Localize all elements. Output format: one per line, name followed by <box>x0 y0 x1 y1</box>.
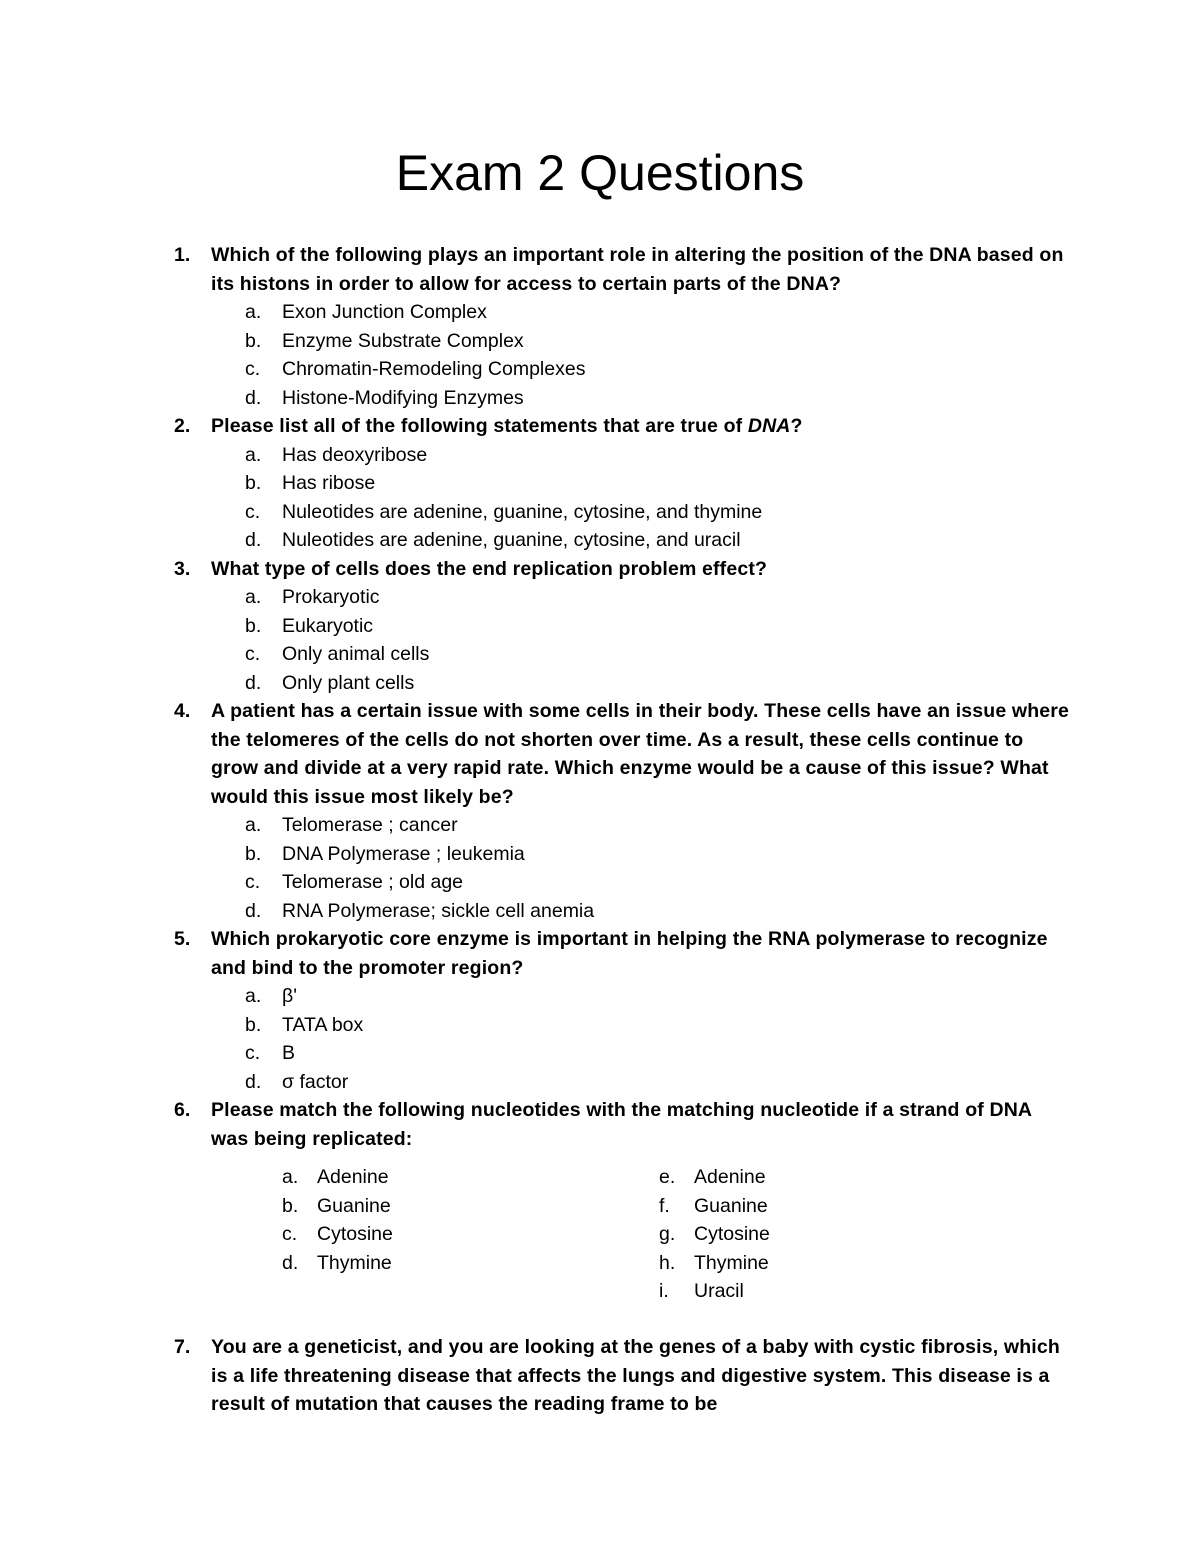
spacer <box>0 1321 1200 1333</box>
option-text: Only plant cells <box>282 671 415 694</box>
option-letter: b. <box>245 842 262 865</box>
question-number: 3. <box>174 557 191 580</box>
question-7 <box>0 1333 1200 1419</box>
question-number: 1. <box>174 244 191 266</box>
option-text: Thymine <box>317 1251 392 1274</box>
question-number: 2. <box>174 415 191 437</box>
option-text: Uracil <box>694 1280 744 1302</box>
question-text-end: ? <box>790 415 803 437</box>
option-letter: d. <box>245 899 262 922</box>
option-text: σ factor <box>282 1070 349 1093</box>
question-text: Which of the following plays an important role in altering the position of the DNA based on its histons in order to allow for access to certain parts of the DNA? <box>211 244 1064 295</box>
option-letter: e. <box>659 1166 676 1188</box>
option-3c <box>0 640 1200 669</box>
option-5c <box>0 1039 1200 1068</box>
option-letter: b. <box>245 1013 262 1036</box>
option-1a <box>0 298 1200 327</box>
option-letter: b. <box>245 472 262 494</box>
option-letter: a. <box>245 443 262 466</box>
option-letter: b. <box>245 329 262 352</box>
match-item-e <box>0 1163 770 1192</box>
option-letter: c. <box>245 358 261 380</box>
question-text: What type of cells does the end replication problem effect? <box>211 557 768 580</box>
option-text: Eukaryotic <box>282 614 374 637</box>
question-text: Please match the following nucleotides with the matching nucleotide if a strand of DNA was being replicated: <box>211 1099 1032 1150</box>
option-text: Histone-Modifying Enzymes <box>282 386 524 409</box>
option-text: DNA Polymerase ; leukemia <box>282 842 525 865</box>
option-text: Has deoxyribose <box>282 443 428 466</box>
question-6 <box>0 1096 1200 1153</box>
option-2d <box>0 526 1200 555</box>
option-letter: b. <box>245 614 262 637</box>
question-4 <box>0 697 1200 811</box>
matching-right-column <box>0 1163 770 1306</box>
option-text: Adenine <box>317 1166 389 1188</box>
option-letter: d. <box>245 386 262 409</box>
option-4d <box>0 897 1200 926</box>
option-letter: d. <box>245 671 262 694</box>
option-5d <box>0 1068 1200 1097</box>
option-letter: f. <box>659 1194 670 1217</box>
question-2 <box>0 412 1200 441</box>
option-1c <box>0 355 1200 384</box>
option-letter: c. <box>245 643 261 665</box>
option-letter: a. <box>282 1166 299 1188</box>
option-letter: a. <box>245 586 262 608</box>
option-letter: c. <box>245 500 261 523</box>
option-text: Telomerase ; old age <box>282 871 464 893</box>
option-letter: c. <box>282 1223 298 1245</box>
question-text-start: Please list all of the following statements that are true of <box>211 415 748 437</box>
option-text: Thymine <box>694 1251 769 1274</box>
option-text: Cytosine <box>694 1223 770 1245</box>
option-letter: c. <box>245 1042 261 1064</box>
question-text: You are a geneticist, and you are looking at the genes of a baby with cystic fibrosis, which is a life threatening disease that affects the lungs and digestive system. This disease is a result of mutation that causes the reading frame to be <box>211 1336 1060 1415</box>
option-3b <box>0 612 1200 641</box>
option-text: Adenine <box>694 1166 766 1188</box>
option-5b <box>0 1011 1200 1040</box>
option-text: B <box>282 1042 296 1064</box>
question-number: 5. <box>174 928 191 950</box>
option-letter: d. <box>282 1251 299 1274</box>
match-item-h <box>0 1249 770 1278</box>
option-text: Guanine <box>317 1194 391 1217</box>
option-3d <box>0 669 1200 698</box>
option-letter: b. <box>282 1194 299 1217</box>
question-1 <box>0 241 1200 298</box>
question-text <box>211 415 803 437</box>
option-text: Prokaryotic <box>282 586 380 608</box>
option-letter: d. <box>245 529 262 551</box>
option-4b <box>0 840 1200 869</box>
question-text: Which prokaryotic core enzyme is important in helping the RNA polymerase to recognize and bind to the promoter region? <box>211 928 1048 979</box>
question-number: 4. <box>174 700 191 722</box>
question-number: 7. <box>174 1336 191 1358</box>
option-text: Cytosine <box>317 1223 393 1245</box>
option-3a <box>0 583 1200 612</box>
option-letter: a. <box>245 814 262 836</box>
option-letter: a. <box>245 985 262 1007</box>
question-list <box>0 241 1200 1419</box>
option-text: β' <box>282 985 297 1007</box>
matching-columns <box>0 1163 1200 1321</box>
option-1b <box>0 327 1200 356</box>
match-item-g <box>0 1220 770 1249</box>
option-letter: a. <box>245 301 262 323</box>
option-text: Nuleotides are adenine, guanine, cytosine, and uracil <box>282 529 741 551</box>
option-text: Chromatin-Remodeling Complexes <box>282 358 586 380</box>
option-text: Guanine <box>694 1194 768 1217</box>
question-text: A patient has a certain issue with some cells in their body. These cells have an issue where the telomeres of the cells do not shorten over time. As a result, these cells continue to grow and divide at a very rapid rate. Which enzyme would be a cause of this issue? What would this issue most likely be? <box>211 700 1070 808</box>
option-text: Telomerase ; cancer <box>282 814 458 836</box>
option-1d <box>0 384 1200 413</box>
match-item-i <box>0 1277 770 1306</box>
page-title: Exam 2 Questions <box>395 145 805 201</box>
option-letter: h. <box>659 1251 676 1274</box>
option-text: Enzyme Substrate Complex <box>282 329 524 352</box>
option-2c <box>0 498 1200 527</box>
option-4c <box>0 868 1200 897</box>
option-letter: c. <box>245 871 261 893</box>
option-letter: i. <box>659 1280 669 1302</box>
option-5a <box>0 982 1200 1011</box>
option-text: RNA Polymerase; sickle cell anemia <box>282 899 595 922</box>
question-text-italic: DNA <box>747 415 791 437</box>
option-text: Has ribose <box>282 472 376 494</box>
option-2a <box>0 441 1200 470</box>
option-letter: d. <box>245 1070 262 1093</box>
question-3 <box>0 555 1200 584</box>
option-text: Only animal cells <box>282 643 430 665</box>
option-text: TATA box <box>282 1013 364 1036</box>
question-number: 6. <box>174 1099 191 1121</box>
option-text: Exon Junction Complex <box>282 301 487 323</box>
option-letter: g. <box>659 1223 676 1245</box>
option-text: Nuleotides are adenine, guanine, cytosine, and thymine <box>282 500 763 523</box>
question-5 <box>0 925 1200 982</box>
option-2b <box>0 469 1200 498</box>
option-4a <box>0 811 1200 840</box>
match-item-f <box>0 1192 770 1221</box>
